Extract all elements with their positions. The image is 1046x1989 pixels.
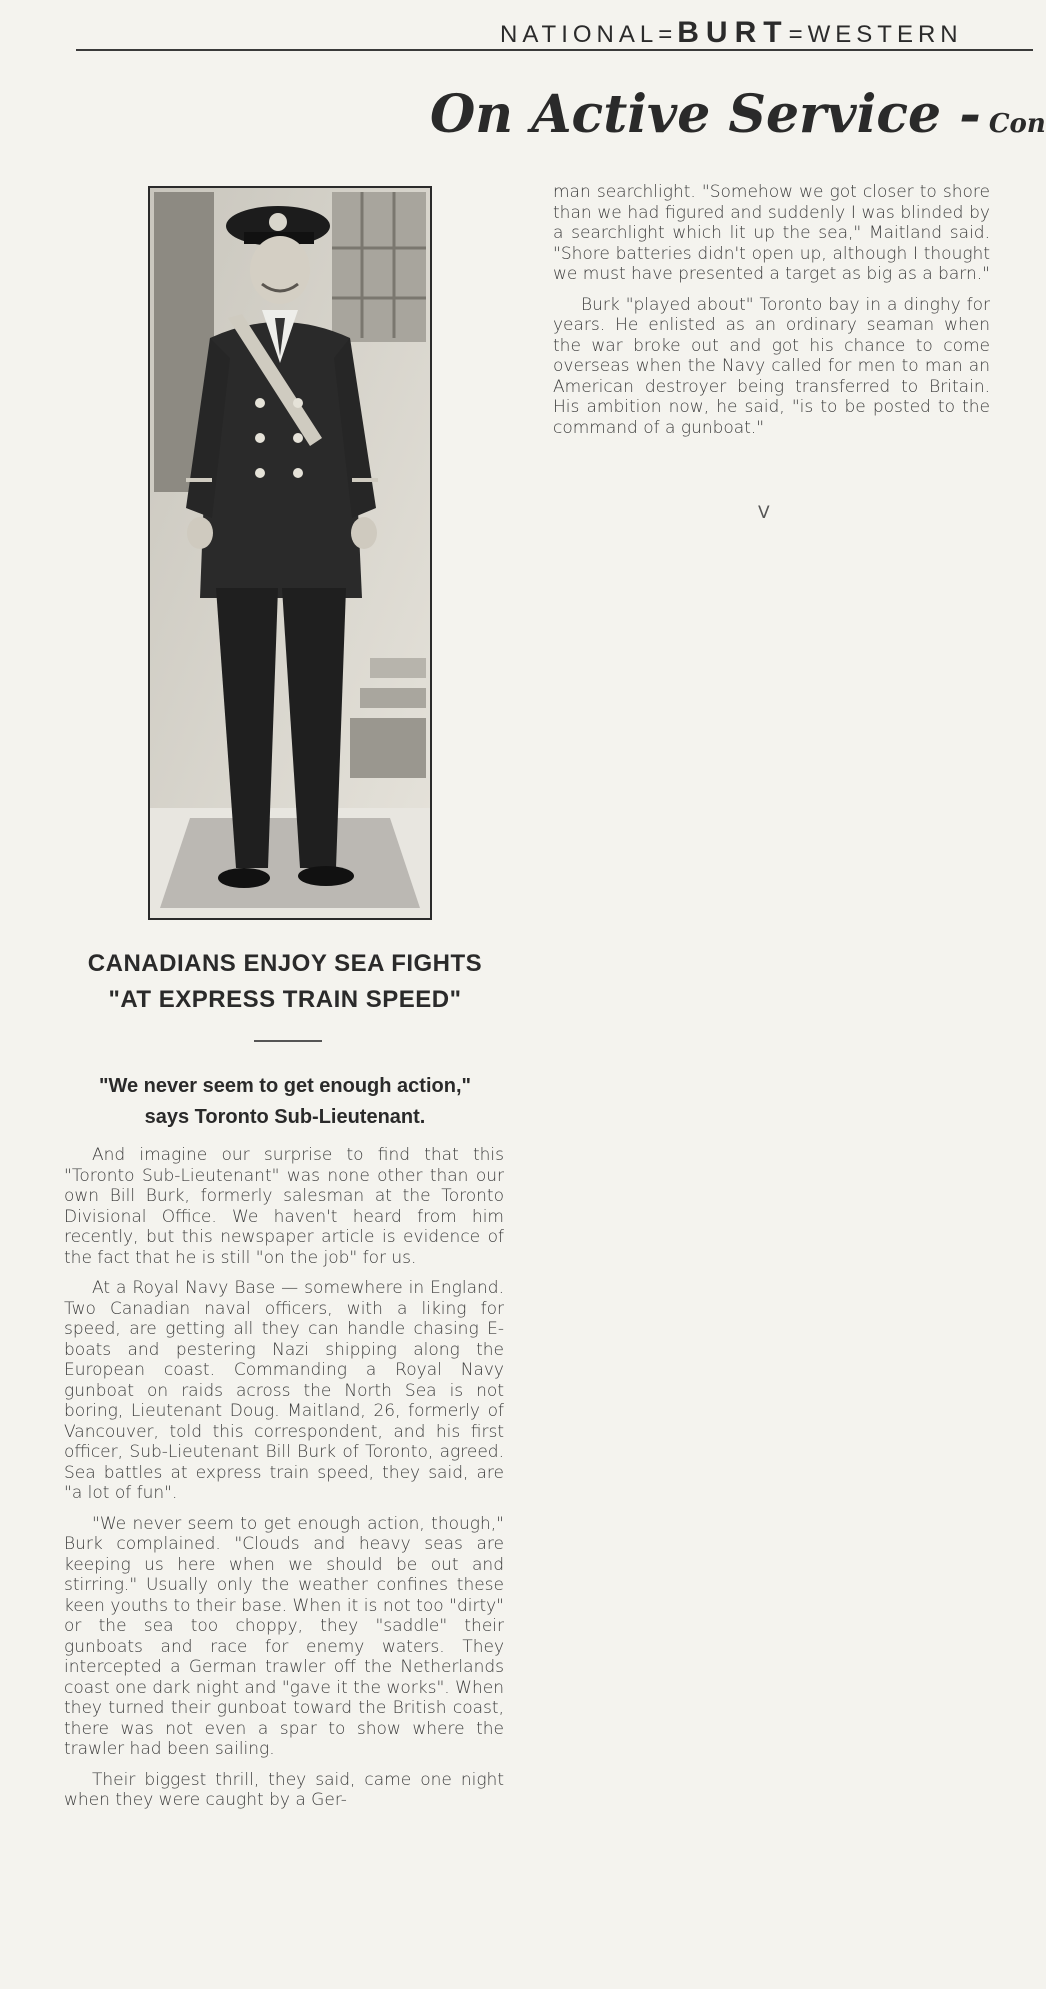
sailor-officer-photo-icon (150, 188, 430, 918)
masthead (500, 16, 1020, 50)
article-paragraph: At a Royal Navy Base — somewhere in England. Two Canadian naval officers, with a liking for speed, are getting all they can handle chasing E-boats and pestering Nazi shipping along the European coast. Commanding a Royal Navy gunboat on raids across the North Sea is not boring, Lieutenant Doug. Maitland, 26, formerly of Vancouver, told this correspondent, and his first officer, Sub-Lieutenant Bill Burk of Toronto, agreed. Sea battles at express train speed, they said, are "a lot of fun". (64, 1278, 504, 1503)
article-paragraph: "We never seem to get enough action, though," Burk complained. "Clouds and heavy seas are keeping us here when we should be out and stirring." Usually only the weather confines these keen youths to their base. When it is not too "dirty" or the sea too choppy, they "saddle" their gunboats and race for enemy waters. They intercepted a German trawler off the Netherlands coast one dark night and "gave it the works". When they turned their gunboat toward the British coast, there was not even a spar to show where the trawler had been sailing. (64, 1513, 504, 1759)
subhead-line-2: says Toronto Sub-Lieutenant. (144, 1106, 426, 1128)
header-rule (76, 49, 1033, 51)
article-paragraph: And imagine our surprise to find that this "Toronto Sub-Lieutenant" was none other than our own Bill Burk, formerly salesman at the Toronto Divisional Office. We haven't heard from him recently, but this newspaper article is evidence of the fact that he is still "on the job" for us. (64, 1145, 504, 1268)
section-title-main: On Active Service - (430, 84, 981, 145)
headline-divider (254, 1040, 322, 1042)
masthead-separator: = (788, 21, 808, 48)
masthead-national: NATIONAL (500, 21, 659, 48)
section-title-continued: Con (988, 109, 1046, 139)
article-paragraph: Burk "played about" Toronto bay in a dinghy for years. He enlisted as an ordinary seaman when the war broke out and got his chance to come overseas when the Navy called for men to man an American destroyer being transferred to Britain. His ambition now, he said, "is to be posted to the command of a gunboat." (553, 294, 990, 438)
article-headline (60, 946, 510, 1018)
masthead-western: WESTERN (807, 21, 963, 48)
officer-photo (148, 186, 432, 920)
article-end-mark: V (758, 503, 770, 523)
right-article-column (553, 182, 990, 448)
left-article-column (64, 1145, 504, 1821)
headline-line-2: "AT EXPRESS TRAIN SPEED" (108, 986, 462, 1013)
subhead-line-1: "We never seem to get enough action," (98, 1075, 471, 1097)
headline-line-1: CANADIANS ENJOY SEA FIGHTS (87, 950, 483, 977)
masthead-burt: BURT (677, 16, 789, 49)
masthead-separator: = (658, 21, 678, 48)
section-title (430, 84, 1046, 145)
article-subheadline (60, 1071, 510, 1133)
article-paragraph: Their biggest thrill, they said, came one night when they were caught by a Ger- (64, 1769, 504, 1810)
article-paragraph: man searchlight. "Somehow we got closer to shore than we had figured and suddenly I was blinded by a searchlight which lit up the sea," Maitland said. "Shore batteries didn't open up, although I thought we must have presented a target as big as a barn." (553, 182, 990, 284)
